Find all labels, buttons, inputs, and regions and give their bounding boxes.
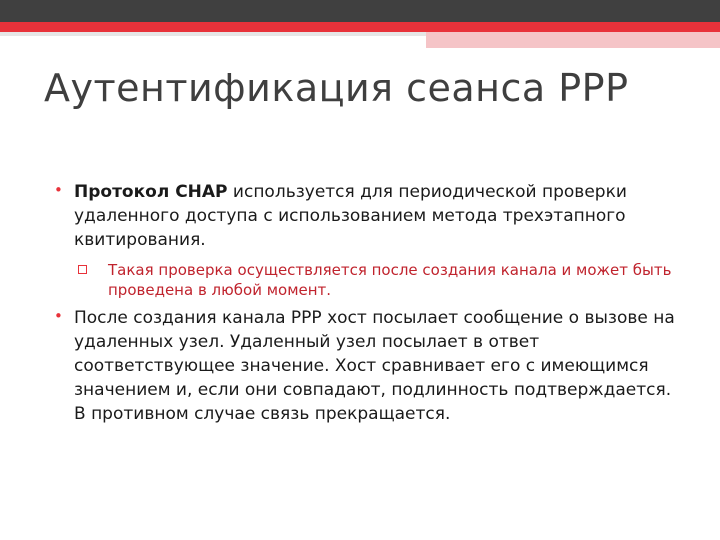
sub-bullet-text: Такая проверка осуществляется после создания канала и может быть проведена в любой момент. — [108, 261, 672, 299]
header-pink-band — [426, 32, 720, 48]
header-gray-strip — [0, 32, 426, 36]
header-dark-band — [0, 0, 720, 22]
slide-body — [52, 180, 682, 430]
bullet-text: используется для периодической проверки удаленного доступа с использованием метода трехэтапного квитирования. — [74, 182, 627, 250]
header-red-band — [0, 22, 720, 32]
bullet-bold-term: Протокол CHAP — [74, 182, 228, 202]
sub-bullet-item — [52, 260, 682, 300]
bullet-text: После создания канала PPP хост посылает сообщение о вызове на удаленных узел. Удаленный узел посылает в ответ соответствующее значение. Хост сравнивает его с имеющимся значением и, если они совпадают, подлинность подтверждается. В противном случае связь прекращается. — [74, 308, 675, 424]
bullet-item-1 — [52, 180, 682, 252]
square-bullet-icon — [78, 265, 87, 274]
bullet-item-2 — [52, 306, 682, 426]
bullet-dot-icon: • — [54, 307, 63, 325]
bullet-dot-icon: • — [54, 181, 63, 199]
slide-title: Аутентификация сеанса PPP — [44, 66, 629, 110]
